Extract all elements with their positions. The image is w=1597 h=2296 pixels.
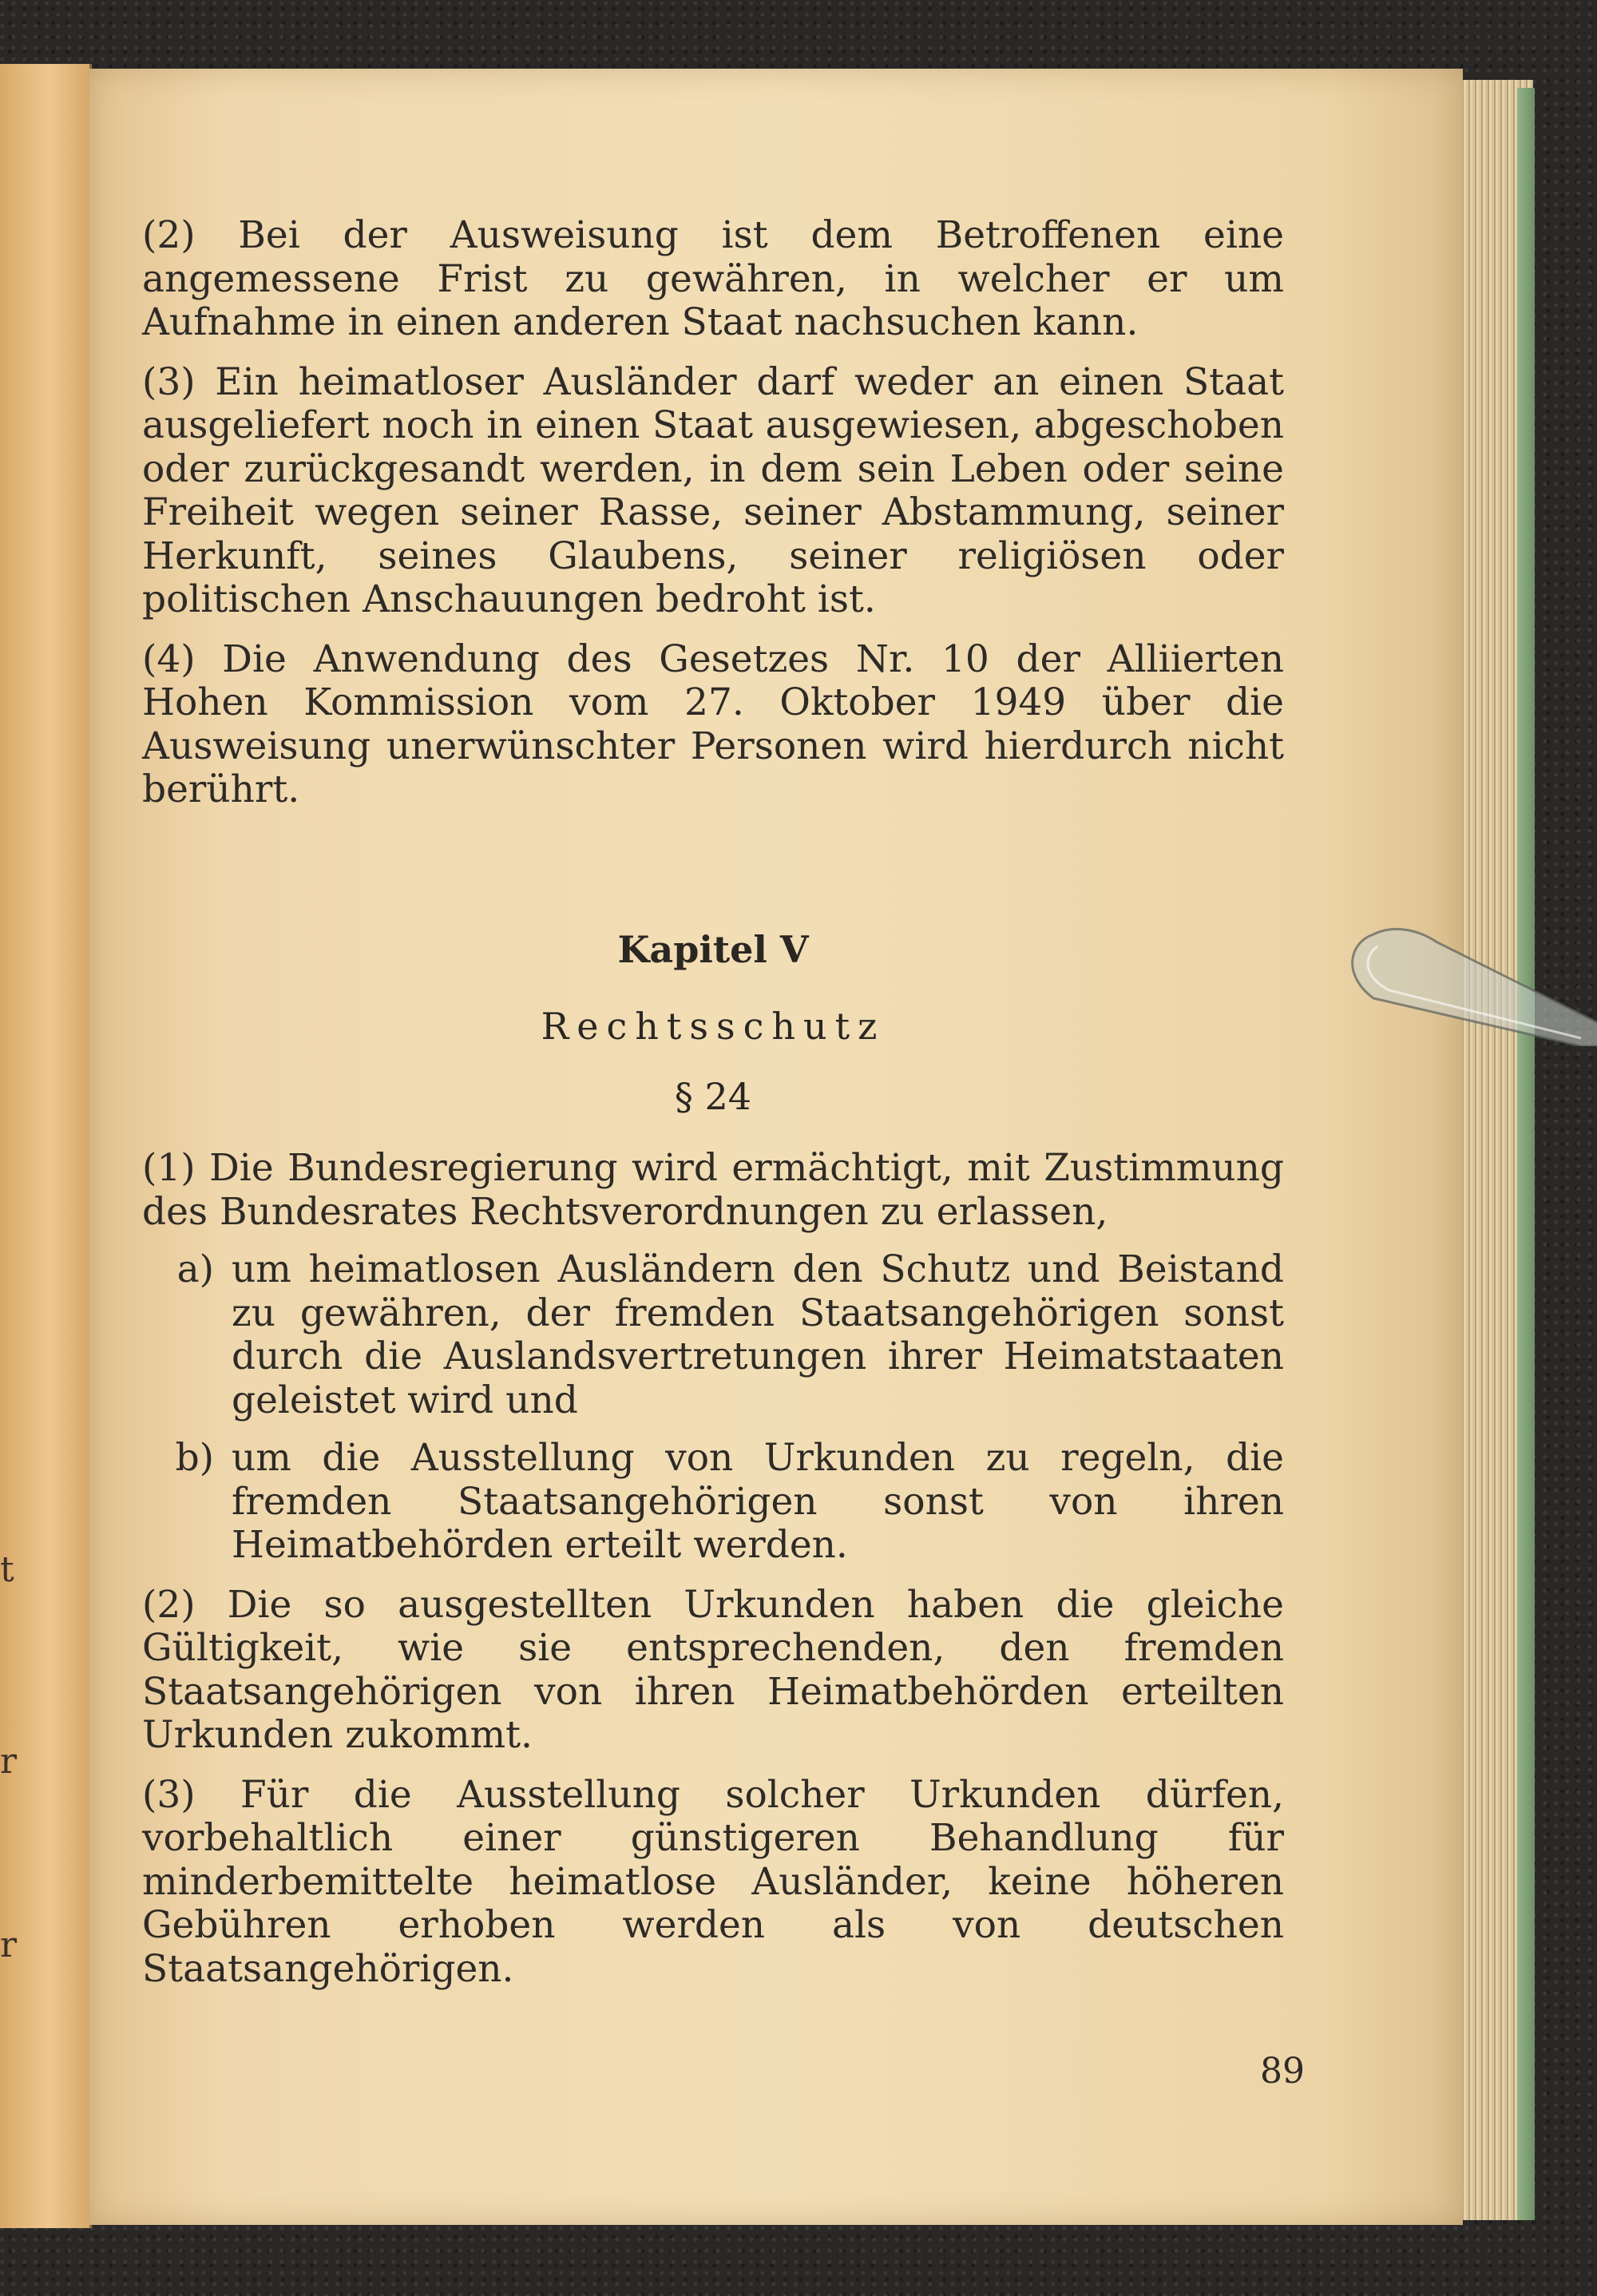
section-24-paragraph-2: (2) Die so ausgestellten Urkunden haben die gleiche Gültigkeit, wie sie entsprechenden, den fremden Staatsangehörigen von ihren Heimatbehörden erteilten Urkunden zukommt. — [142, 1582, 1284, 1757]
section-continued — [142, 214, 1284, 812]
section-24 — [142, 1147, 1284, 1991]
left-page-fragment: r — [0, 1925, 18, 1965]
left-page-edge — [0, 64, 92, 2228]
list-item — [142, 1437, 1284, 1568]
section-heading: § 24 — [674, 1075, 752, 1118]
section-24-intro: (1) Die Bundesregierung wird ermächtigt, mit Zustimmung des Bundesrates Rechtsverordnungen zu erlassen, — [142, 1146, 1284, 1234]
bookmark-clip — [1341, 910, 1597, 1046]
list-item — [142, 1248, 1284, 1422]
chapter-number: Kapitel V — [617, 928, 809, 971]
book-cover-edge — [1517, 88, 1535, 2220]
chapter-title: Rechtsschutz — [541, 1005, 886, 1048]
list-item-text: um die Ausstellung von Urkunden zu regeln, die fremden Staatsangehörigen sonst von ihren Heimatbehörden erteilt werden. — [232, 1436, 1284, 1567]
paragraph-3: (3) Ein heimatloser Ausländer darf weder an einen Staat ausgeliefert noch in einen Staat ausgewiesen, abgeschoben oder zurückgesandt werden, in dem sein Leben oder seine Freiheit wegen seiner Rasse, seiner Abstammung, seiner Herkunft, seines Glaubens, seiner religiösen oder politischen Anschauungen bedroht ist. — [142, 359, 1284, 621]
list-item-label: a) — [176, 1247, 214, 1291]
paragraph-2: (2) Bei der Ausweisung ist dem Betroffenen eine angemessene Frist zu gewähren, in welcher er um Aufnahme in einen anderen Staat nachsuchen kann. — [142, 213, 1284, 344]
left-page-fragment: r — [0, 1741, 18, 1782]
list-item-text: um heimatlosen Ausländern den Schutz und Beistand zu gewähren, der fremden Staatsangehörigen sonst durch die Auslandsvertretungen ihrer Heimatstaaten geleistet wird und — [232, 1247, 1284, 1422]
list-item-label: b) — [175, 1436, 214, 1480]
left-page-fragment: t — [0, 1549, 14, 1590]
section-24-paragraph-3: (3) Für die Ausstellung solcher Urkunden dürfen, vorbehaltlich einer günstigeren Behandlung für minderbemittelte heimatlose Ausländer, keine höheren Gebühren erhoben werden als von deutschen Staatsangehörigen. — [142, 1772, 1284, 1991]
page-number: 89 — [1260, 2051, 1305, 2092]
paragraph-4: (4) Die Anwendung des Gesetzes Nr. 10 der Alliierten Hohen Kommission vom 27. Oktober 1949 über die Ausweisung unerwünschter Personen wird hierdurch nicht berührt. — [142, 636, 1284, 811]
